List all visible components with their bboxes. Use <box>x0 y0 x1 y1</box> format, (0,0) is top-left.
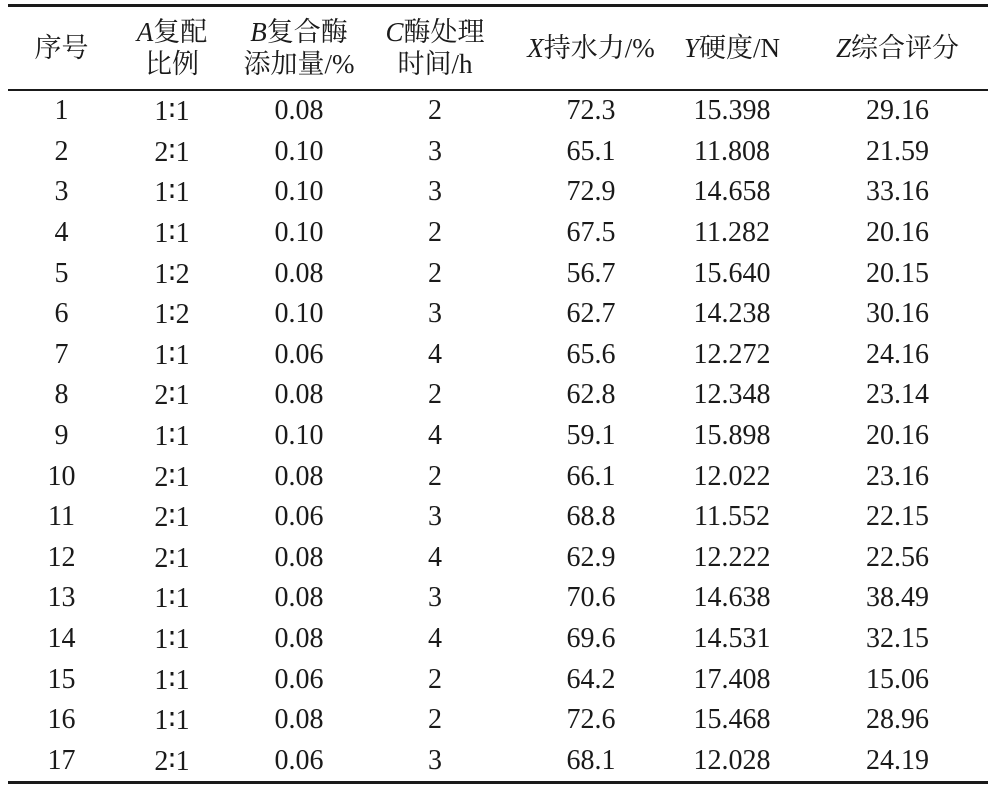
table-row <box>8 497 988 538</box>
cell-time: 3 <box>428 582 442 614</box>
cell-water: 68.1 <box>566 744 616 776</box>
cell-enzyme: 0.10 <box>274 217 324 249</box>
table-row <box>8 456 988 497</box>
cell-score: 22.56 <box>866 541 929 573</box>
cell-ratio: 1∶1 <box>154 705 190 737</box>
cell-time: 4 <box>428 338 442 370</box>
cell-time: 3 <box>428 176 442 208</box>
cell-enzyme: 0.08 <box>274 379 324 411</box>
table-row <box>8 335 988 376</box>
header-index-label: 序号 <box>34 33 89 63</box>
cell-time: 3 <box>428 135 442 167</box>
table-row <box>8 213 988 254</box>
cell-index: 5 <box>54 257 69 289</box>
cell-water: 62.9 <box>566 541 616 573</box>
cell-hardness: 14.638 <box>693 582 771 614</box>
cell-water: 65.6 <box>566 338 616 370</box>
cell-score: 33.16 <box>866 176 929 208</box>
cell-enzyme: 0.06 <box>274 744 324 776</box>
cell-ratio: 2∶1 <box>154 136 190 168</box>
table-row <box>8 294 988 335</box>
cell-score: 20.16 <box>866 217 929 249</box>
cell-water: 66.1 <box>566 460 616 492</box>
cell-index: 15 <box>47 663 76 695</box>
cell-hardness: 17.408 <box>693 663 771 695</box>
header-hardness-label: 硬度/N <box>699 33 781 63</box>
table-body <box>8 90 988 783</box>
cell-hardness: 14.238 <box>693 298 771 330</box>
cell-water: 68.8 <box>566 501 616 533</box>
header-row <box>8 6 988 91</box>
cell-time: 2 <box>428 257 442 289</box>
cell-index: 14 <box>47 623 76 655</box>
cell-score: 22.15 <box>866 501 929 533</box>
cell-index: 12 <box>47 541 76 573</box>
cell-hardness: 14.658 <box>693 176 771 208</box>
cell-time: 2 <box>428 95 442 127</box>
cell-ratio: 2∶1 <box>154 745 190 777</box>
cell-score: 23.16 <box>866 460 929 492</box>
cell-score: 23.14 <box>866 379 929 411</box>
header-water-label: 持水力/% <box>543 33 655 63</box>
cell-index: 17 <box>47 744 76 776</box>
cell-enzyme: 0.08 <box>274 541 324 573</box>
cell-index: 11 <box>48 501 75 533</box>
cell-index: 10 <box>47 460 76 492</box>
cell-enzyme: 0.06 <box>274 501 324 533</box>
cell-water: 69.6 <box>566 623 616 655</box>
cell-time: 4 <box>428 541 442 573</box>
cell-ratio: 1∶1 <box>154 583 190 615</box>
header-time-var: C <box>385 17 404 47</box>
cell-hardness: 12.028 <box>693 744 771 776</box>
cell-hardness: 12.222 <box>693 541 771 573</box>
experiment-results-table <box>8 4 988 784</box>
header-hardness-var: Y <box>683 33 700 63</box>
cell-hardness: 12.272 <box>693 338 771 370</box>
cell-water: 56.7 <box>566 257 616 289</box>
cell-time: 2 <box>428 460 442 492</box>
cell-ratio: 1∶2 <box>154 258 190 290</box>
header-score-label: 综合评分 <box>851 33 960 63</box>
table-row <box>8 90 988 132</box>
header-score-var: Z <box>835 33 852 63</box>
header-time-line2: 时间/h <box>397 49 473 79</box>
table-row <box>8 538 988 579</box>
cell-enzyme: 0.06 <box>274 663 324 695</box>
table-row <box>8 253 988 294</box>
cell-ratio: 1∶1 <box>154 664 190 696</box>
header-enzyme-line1 <box>229 16 369 48</box>
cell-index: 3 <box>54 176 69 208</box>
header-enzyme <box>229 6 369 91</box>
cell-time: 4 <box>428 623 442 655</box>
cell-hardness: 12.022 <box>693 460 771 492</box>
cell-ratio: 2∶1 <box>154 380 190 412</box>
cell-ratio: 2∶1 <box>154 502 190 534</box>
header-time-line1 <box>369 16 501 48</box>
cell-time: 2 <box>428 217 442 249</box>
cell-index: 1 <box>54 95 69 127</box>
cell-index: 8 <box>54 379 69 411</box>
table-row <box>8 416 988 457</box>
cell-index: 6 <box>54 298 69 330</box>
cell-hardness: 15.640 <box>693 257 771 289</box>
table-header <box>8 6 988 91</box>
cell-index: 13 <box>47 582 76 614</box>
header-time-text1: 酶处理 <box>403 17 485 47</box>
cell-hardness: 12.348 <box>693 379 771 411</box>
cell-water: 64.2 <box>566 663 616 695</box>
header-water <box>501 6 657 91</box>
cell-ratio: 1∶1 <box>154 421 190 453</box>
results-table-container <box>8 4 988 784</box>
cell-enzyme: 0.08 <box>274 257 324 289</box>
table-row <box>8 578 988 619</box>
cell-score: 30.16 <box>866 298 929 330</box>
header-ratio-var: A <box>136 17 154 47</box>
table-row <box>8 741 988 783</box>
cell-hardness: 11.552 <box>694 501 770 533</box>
cell-enzyme: 0.10 <box>274 135 324 167</box>
cell-index: 16 <box>47 704 76 736</box>
cell-score: 20.15 <box>866 257 929 289</box>
cell-ratio: 2∶1 <box>154 461 190 493</box>
cell-ratio: 1∶2 <box>154 299 190 331</box>
header-enzyme-var: B <box>250 17 267 47</box>
cell-time: 3 <box>428 298 442 330</box>
cell-index: 9 <box>54 420 69 452</box>
cell-time: 3 <box>428 744 442 776</box>
cell-index: 2 <box>54 135 69 167</box>
cell-score: 29.16 <box>866 95 929 127</box>
cell-hardness: 11.808 <box>694 135 770 167</box>
cell-time: 3 <box>428 501 442 533</box>
cell-water: 72.9 <box>566 176 616 208</box>
header-score <box>807 6 988 91</box>
cell-score: 20.16 <box>866 420 929 452</box>
cell-water: 62.7 <box>566 298 616 330</box>
cell-ratio: 2∶1 <box>154 542 190 574</box>
cell-water: 62.8 <box>566 379 616 411</box>
header-enzyme-text1: 复合酶 <box>266 17 348 47</box>
header-ratio <box>115 6 229 91</box>
cell-water: 72.6 <box>566 704 616 736</box>
table-row <box>8 659 988 700</box>
cell-index: 7 <box>54 338 69 370</box>
cell-ratio: 1∶1 <box>154 339 190 371</box>
header-time <box>369 6 501 91</box>
cell-ratio: 1∶1 <box>154 96 190 128</box>
table-row <box>8 375 988 416</box>
cell-score: 21.59 <box>866 135 929 167</box>
cell-score: 28.96 <box>866 704 929 736</box>
table-row <box>8 700 988 741</box>
header-ratio-line2: 比例 <box>145 49 199 79</box>
table-row <box>8 172 988 213</box>
cell-score: 32.15 <box>866 623 929 655</box>
cell-ratio: 1∶1 <box>154 218 190 250</box>
cell-ratio: 1∶1 <box>154 624 190 656</box>
cell-enzyme: 0.10 <box>274 176 324 208</box>
cell-index: 4 <box>54 217 69 249</box>
cell-enzyme: 0.10 <box>274 420 324 452</box>
cell-score: 15.06 <box>866 663 929 695</box>
table-row <box>8 619 988 660</box>
cell-water: 70.6 <box>566 582 616 614</box>
cell-hardness: 14.531 <box>693 623 771 655</box>
cell-enzyme: 0.08 <box>274 623 324 655</box>
cell-enzyme: 0.08 <box>274 460 324 492</box>
table-row <box>8 132 988 173</box>
header-ratio-text1: 复配 <box>153 17 208 47</box>
header-ratio-line1 <box>115 16 229 48</box>
cell-water: 65.1 <box>566 135 616 167</box>
cell-score: 24.16 <box>866 338 929 370</box>
cell-score: 38.49 <box>866 582 929 614</box>
cell-enzyme: 0.08 <box>274 704 324 736</box>
cell-enzyme: 0.06 <box>274 338 324 370</box>
cell-enzyme: 0.08 <box>274 582 324 614</box>
cell-hardness: 15.468 <box>693 704 771 736</box>
cell-time: 2 <box>428 704 442 736</box>
header-water-var: X <box>527 33 544 63</box>
cell-water: 72.3 <box>566 95 616 127</box>
cell-hardness: 15.898 <box>693 420 771 452</box>
cell-water: 59.1 <box>566 420 616 452</box>
cell-time: 2 <box>428 379 442 411</box>
cell-time: 4 <box>428 420 442 452</box>
cell-ratio: 1∶1 <box>154 177 190 209</box>
cell-hardness: 11.282 <box>694 217 770 249</box>
header-index <box>8 6 115 91</box>
cell-hardness: 15.398 <box>693 95 771 127</box>
cell-enzyme: 0.10 <box>274 298 324 330</box>
cell-score: 24.19 <box>866 744 929 776</box>
header-enzyme-line2: 添加量/% <box>243 49 355 79</box>
cell-enzyme: 0.08 <box>274 95 324 127</box>
header-hardness <box>657 6 807 91</box>
cell-time: 2 <box>428 663 442 695</box>
cell-water: 67.5 <box>566 217 616 249</box>
